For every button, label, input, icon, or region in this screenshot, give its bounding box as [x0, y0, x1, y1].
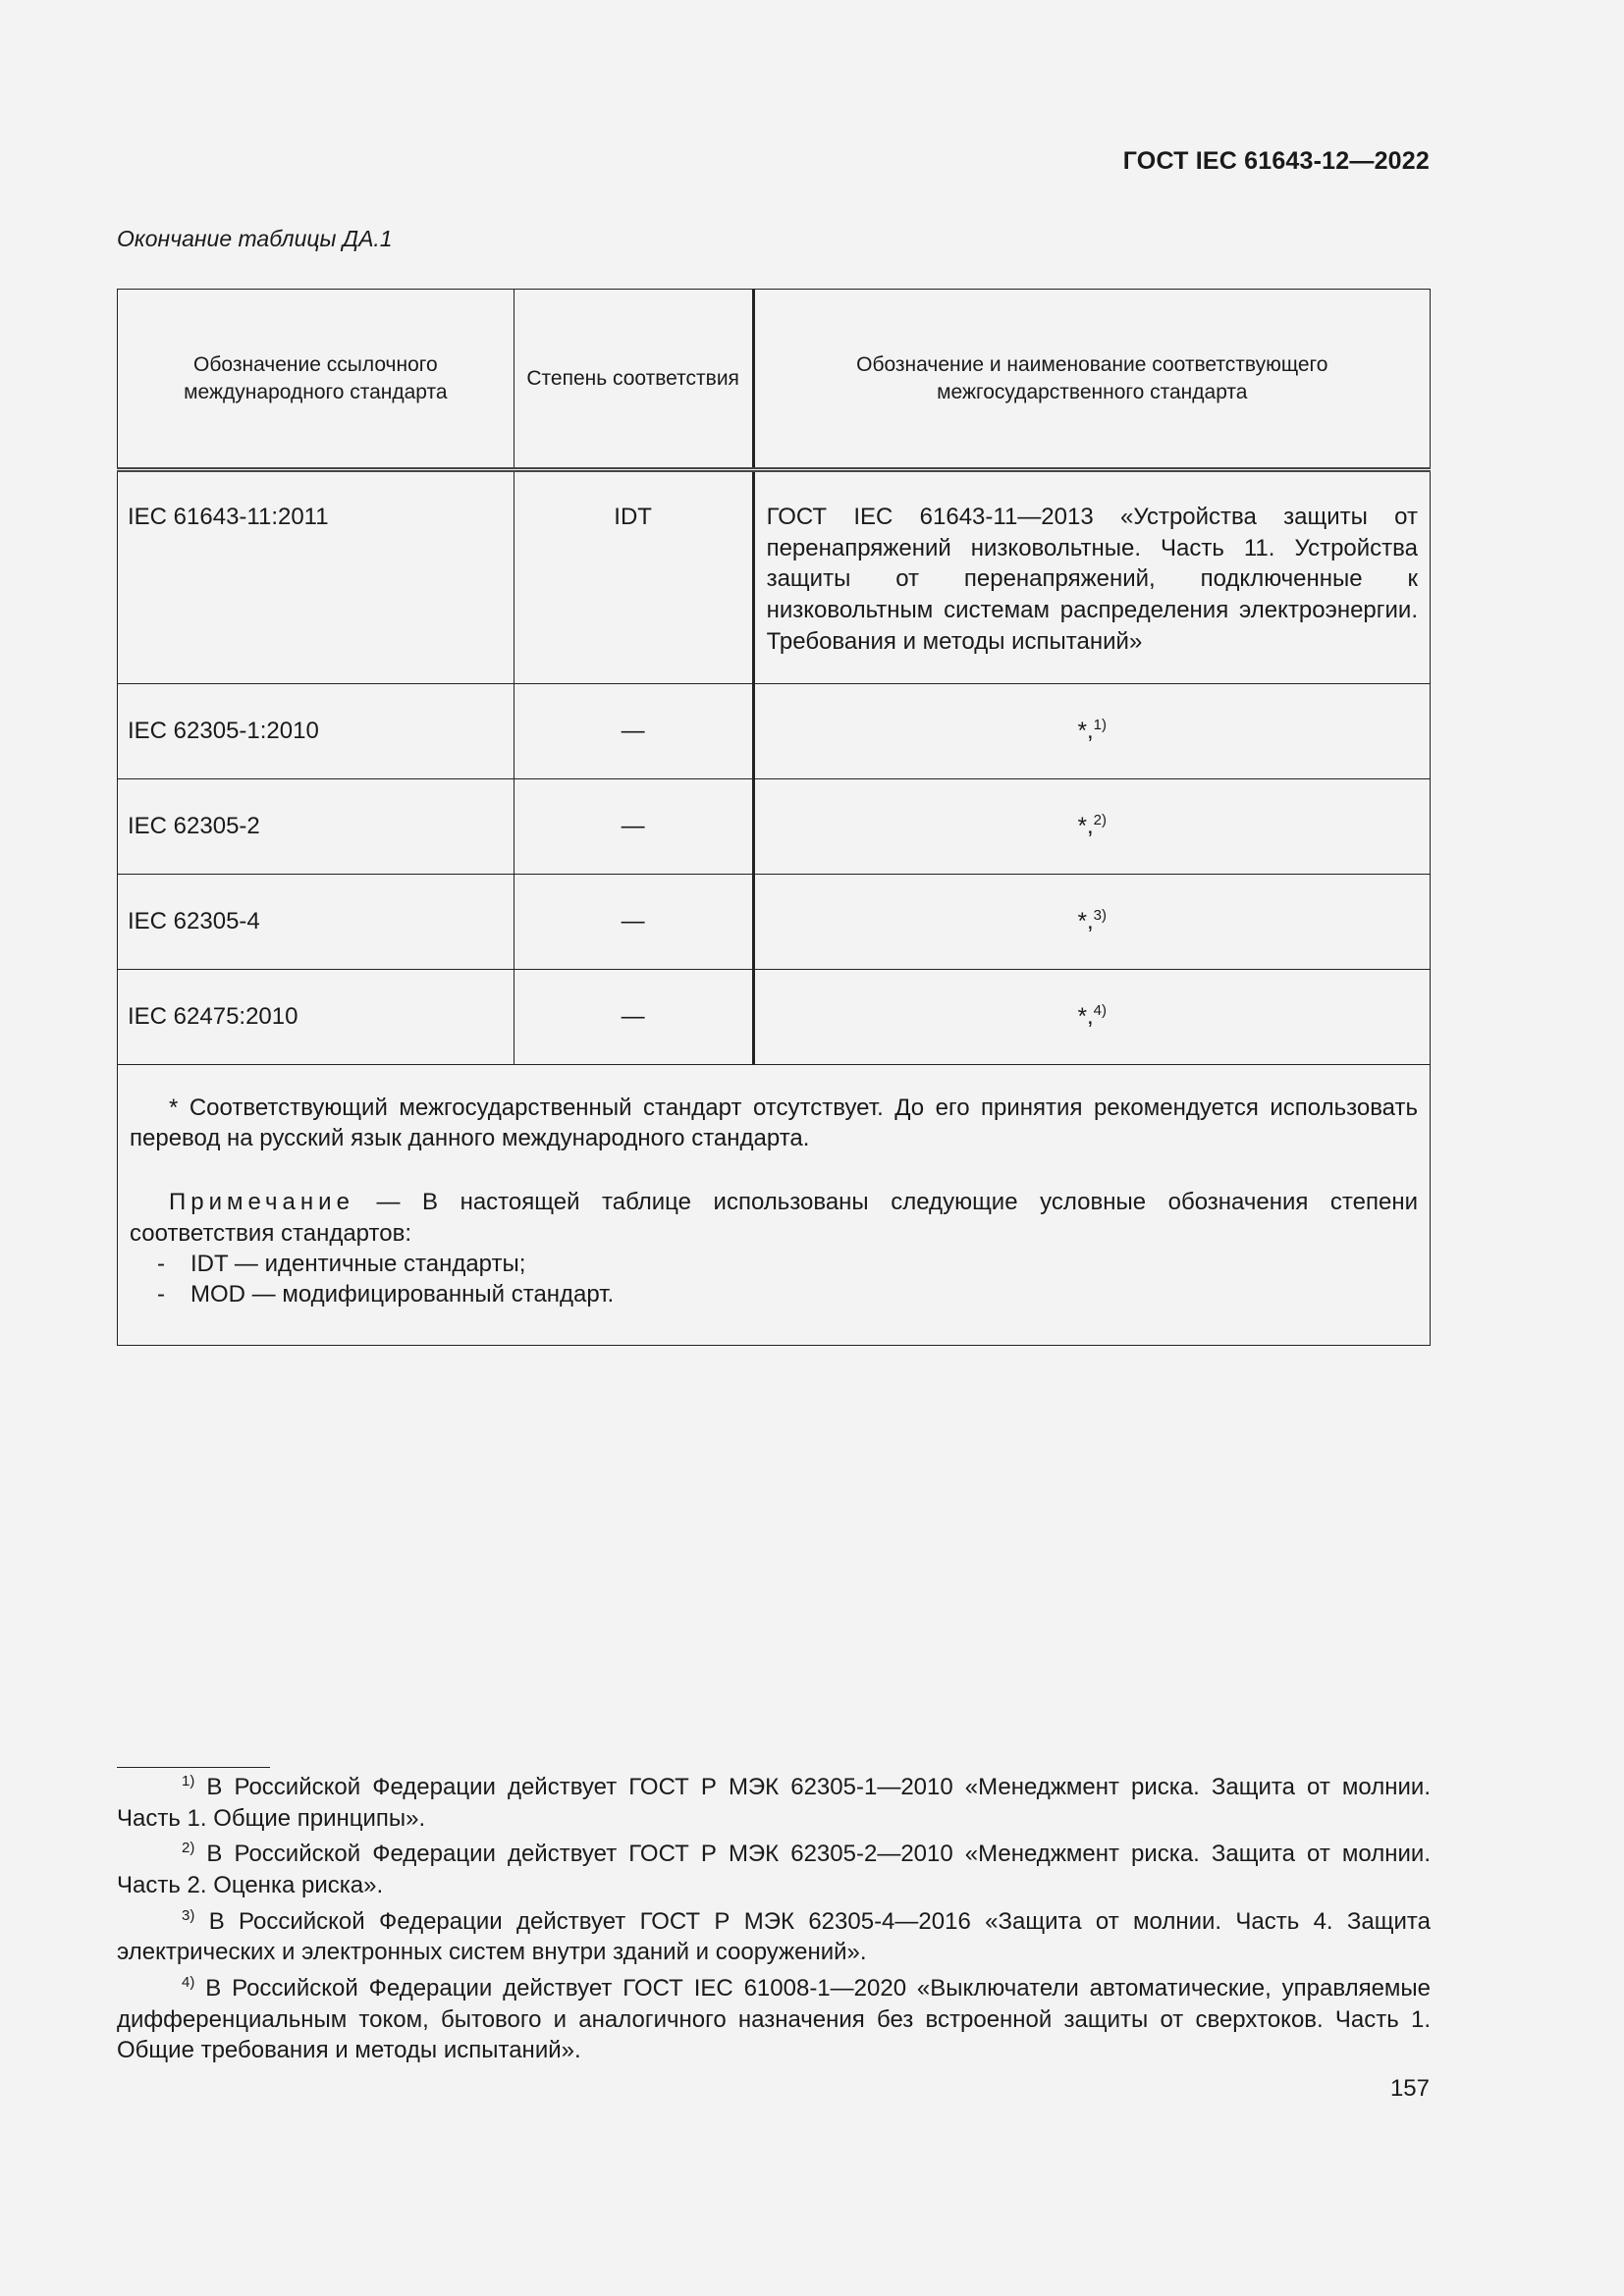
list-item-text: MOD — модифицированный стандарт.: [190, 1280, 615, 1308]
degree-cell: —: [514, 875, 753, 970]
degree-cell: —: [514, 970, 753, 1065]
degree-cell: IDT: [514, 470, 753, 684]
table-row: [118, 875, 1431, 970]
note-label: Примечание: [169, 1189, 354, 1216]
degree-cell: —: [514, 779, 753, 875]
standard-cell: [753, 684, 1430, 779]
reference-cell: IEC 62305-4: [118, 875, 514, 970]
absent-mark: *,: [1077, 718, 1094, 744]
table-row: [118, 970, 1431, 1065]
reference-cell: IEC 62475:2010: [118, 970, 514, 1065]
table-row: [118, 779, 1431, 875]
footnote: [117, 1973, 1431, 2066]
list-marker: -: [157, 1280, 165, 1308]
column-header-reference: Обозначение ссылочного международного стандарта: [118, 290, 514, 470]
table-notes-row: [118, 1065, 1431, 1346]
standards-table: [117, 289, 1431, 1346]
footnote-number: 2): [182, 1840, 195, 1857]
reference-cell: IEC 62305-1:2010: [118, 684, 514, 779]
table-row: [118, 684, 1431, 779]
document-code: ГОСТ IEC 61643-12—2022: [1122, 147, 1430, 175]
footnote-text: В Российской Федерации действует ГОСТ IEC 61008-1—2020 «Выключатели автоматические, управляемые дифференциальным током, бытового и аналогичного назначения без встроенной защиты от сверхтоков. Часть 1. Общие требования и методы испытаний».: [117, 1975, 1432, 2064]
column-header-standard: Обозначение и наименование соответствующего межгосударственного стандарта: [753, 290, 1430, 470]
reference-cell: IEC 62305-2: [118, 779, 514, 875]
note-text: — В настоящей таблице использованы следующие условные обозначения степени соответствия стандартов:: [130, 1189, 1418, 1247]
standard-cell: [753, 779, 1430, 875]
table-header-row: [118, 290, 1431, 470]
absent-mark: *,: [1077, 813, 1094, 839]
table-caption: Окончание таблицы ДА.1: [117, 226, 393, 251]
standard-cell: ГОСТ IEC 61643-11—2013 «Устройства защиты от перенапряжений низковольтные. Часть 11. Устройства защиты от перенапряжений, подключенные к низковольтным системам распределения электроэнергии. Требования и методы испытаний»: [753, 470, 1430, 684]
list-item-text: IDT — идентичные стандарты;: [190, 1250, 526, 1277]
footnote-text: В Российской Федерации действует ГОСТ Р МЭК 62305-4—2016 «Защита от молнии. Часть 4. Защита электрических и электронных систем внутри зданий и сооружений».: [117, 1907, 1431, 1966]
list-item: [157, 1279, 1418, 1309]
footnote: [117, 1839, 1431, 1900]
footnote-number: 4): [182, 1974, 195, 1992]
footnote-reference: 2): [1093, 812, 1107, 828]
list-marker: -: [157, 1250, 165, 1277]
footnote-reference: 3): [1093, 907, 1107, 924]
absent-mark: *,: [1077, 908, 1094, 934]
table-row: [118, 470, 1431, 684]
column-header-degree: Степень соответствия: [514, 290, 753, 470]
page-number: 157: [1389, 2075, 1430, 2102]
note-paragraph: [130, 1187, 1418, 1248]
standard-cell: [753, 875, 1430, 970]
footnote: [117, 1772, 1431, 1834]
degree-cell: —: [514, 684, 753, 779]
footnote-number: 3): [182, 1906, 195, 1924]
standard-cell: [753, 970, 1430, 1065]
footnote-text: В Российской Федерации действует ГОСТ Р МЭК 62305-1—2010 «Менеджмент риска. Защита от молнии. Часть 1. Общие принципы».: [117, 1774, 1431, 1832]
absent-mark: *,: [1077, 1003, 1094, 1030]
asterisk-note: * Соответствующий межгосударственный стандарт отсутствует. До его принятия рекомендуется использовать перевод на русский язык данного международного стандарта.: [130, 1095, 1418, 1152]
footnote: [117, 1906, 1431, 1968]
footnotes: [117, 1772, 1431, 2071]
table-notes: [118, 1065, 1431, 1346]
list-item: [157, 1249, 1418, 1279]
reference-cell: IEC 61643-11:2011: [118, 470, 514, 684]
footnote-text: В Российской Федерации действует ГОСТ Р МЭК 62305-2—2010 «Менеджмент риска. Защита от молнии. Часть 2. Оценка риска».: [117, 1841, 1431, 1899]
footnote-divider: [117, 1767, 270, 1768]
footnote-number: 1): [182, 1773, 195, 1789]
footnote-reference: 1): [1093, 717, 1107, 733]
footnote-reference: 4): [1093, 1002, 1107, 1019]
